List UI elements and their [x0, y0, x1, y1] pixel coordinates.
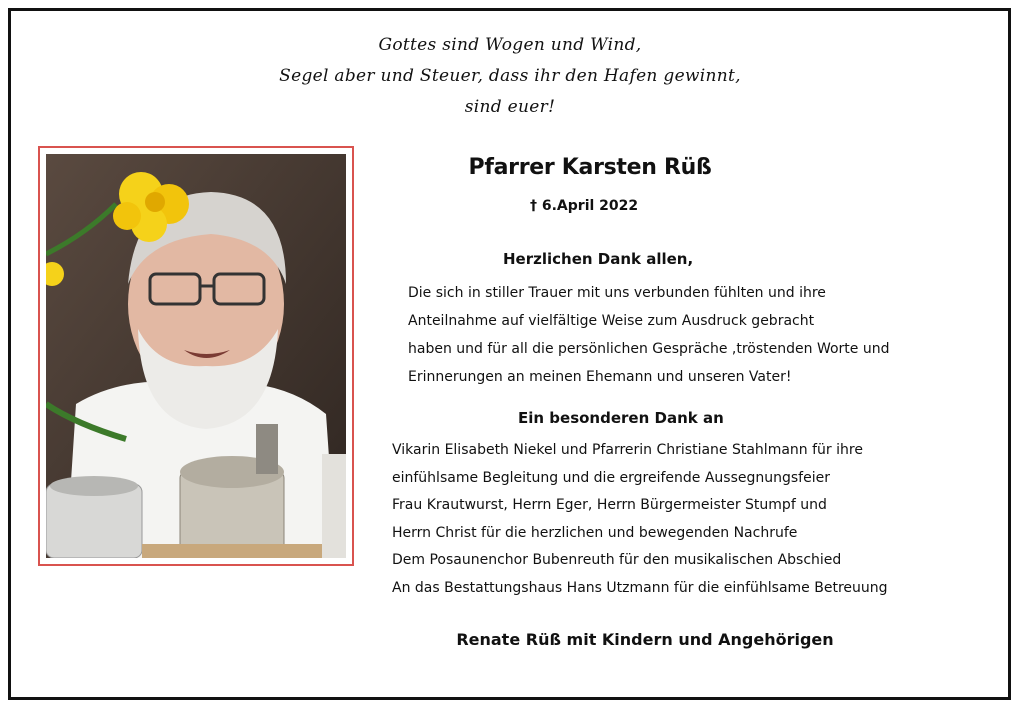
portrait-photo: [38, 146, 354, 566]
thanks-heading: Herzlichen Dank allen,: [503, 250, 694, 268]
verse: [200, 30, 820, 123]
special-thanks-line: Frau Krautwurst, Herrn Eger, Herrn Bürgermeister Stumpf und: [392, 497, 827, 513]
special-thanks-list: [392, 437, 972, 602]
portrait-image: [46, 154, 346, 558]
special-thanks-line: Herrn Christ für die herzlichen und bewegenden Nachrufe: [392, 524, 798, 541]
special-thanks-line: einfühlsame Begleitung und die ergreifende Aussegnungsfeier: [392, 469, 830, 486]
thanks-paragraph: [408, 279, 968, 391]
verse-line-3: sind euer!: [464, 97, 556, 117]
thanks-line: Erinnerungen an meinen Ehemann und unseren Vater!: [408, 369, 792, 385]
special-thanks-line: Dem Posaunenchor Bubenreuth für den musikalischen Abschied: [392, 552, 842, 568]
verse-line-2: Segel aber und Steuer, dass ihr den Hafen gewinnt,: [279, 66, 741, 86]
signature: Renate Rüß mit Kindern und Angehörigen: [456, 630, 834, 649]
verse-line-1: Gottes sind Wogen und Wind,: [378, 35, 642, 55]
thanks-line: Anteilnahme auf vielfältige Weise zum Ausdruck gebracht: [408, 313, 815, 329]
thanks-line: haben und für all die persönlichen Gespräche ,tröstenden Worte und: [408, 341, 890, 357]
date-of-death: † 6.April 2022: [530, 198, 639, 214]
special-thanks-line: Vikarin Elisabeth Niekel und Pfarrerin Christiane Stahlmann für ihre: [392, 442, 863, 458]
special-thanks-heading: Ein besonderen Dank an: [518, 409, 724, 427]
special-thanks-line: An das Bestattungshaus Hans Utzmann für die einfühlsame Betreuung: [392, 579, 888, 596]
thanks-line: Die sich in stiller Trauer mit uns verbunden fühlten und ihre: [408, 285, 826, 301]
deceased-name: Pfarrer Karsten Rüß: [468, 155, 712, 180]
